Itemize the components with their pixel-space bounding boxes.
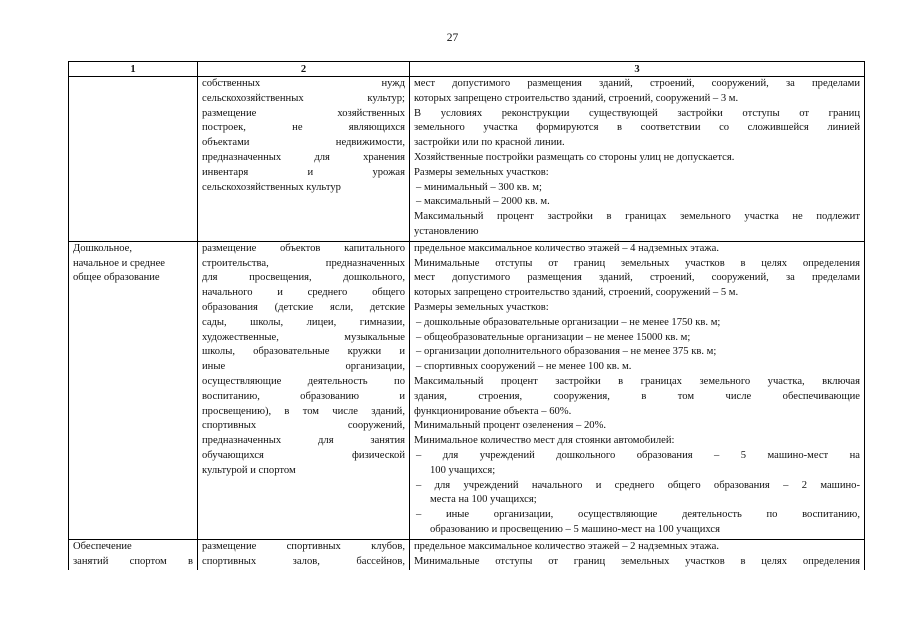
parameter-line: здания, строения, сооружения, в том числе обеспечивающие <box>414 390 860 402</box>
activity-type-cell <box>69 241 198 539</box>
parameters-cell <box>410 241 865 539</box>
parameter-line: Минимальное количество мест для стоянки автомобилей: <box>414 435 675 447</box>
description-line: размещение объектов капитального <box>202 242 405 254</box>
parameter-line: земельного участка формируются в соответствии со сложившейся линией <box>414 122 860 134</box>
activity-type-line: занятий спортом в <box>73 555 193 567</box>
activity-type-cell <box>69 77 198 242</box>
activity-type-line: Дошкольное, <box>73 242 133 254</box>
activity-type-line: общее образование <box>73 272 160 284</box>
parameter-line: – минимальный – 300 кв. м; <box>414 181 860 196</box>
description-line: размещение хозяйственных <box>202 107 405 119</box>
table-row <box>69 539 865 570</box>
header-col-2: 2 <box>198 62 410 77</box>
description-line: осуществляющие деятельность по <box>202 375 405 387</box>
parameter-line: Максимальный процент застройки в границах земельного участка, включая <box>414 375 860 387</box>
parameter-line: которых запрещено строительство зданий, строений, сооружений – 5 м. <box>414 287 739 299</box>
parameter-line: Максимальный процент застройки в границах земельного участка не подлежит <box>414 211 860 223</box>
parameter-line: образованию и просвещению – 5 машино-мест на 100 учащихся <box>430 523 720 535</box>
table-row <box>69 77 865 242</box>
description-line: построек, не являющихся <box>202 122 405 134</box>
header-col-1: 1 <box>69 62 198 77</box>
parameter-line: Минимальный процент озеленения – 20%. <box>414 420 607 432</box>
parameters-cell <box>410 539 865 570</box>
parameter-line: 100 учащихся; <box>430 464 496 476</box>
activity-type-line: начальное и среднее <box>73 257 165 269</box>
parameter-line: – иные организации, осуществляющие деятельность по воспитанию, <box>414 508 860 523</box>
table-row <box>69 241 865 539</box>
parameter-line: мест допустимого размещения зданий, строений, сооружений, за пределами <box>414 78 860 89</box>
description-line: предназначенных для занятия <box>202 435 405 447</box>
table-header-row <box>69 62 865 77</box>
description-line: спортивных залов, бассейнов, <box>202 555 405 567</box>
description-line: спортивных сооружений, <box>202 420 405 432</box>
parameter-line: установлению <box>414 225 479 237</box>
description-cell <box>198 241 410 539</box>
parameter-line: предельное максимальное количество этажей – 4 надземных этажа. <box>414 242 719 254</box>
description-line: собственных нужд <box>202 78 405 89</box>
description-line: для просвещения, дошкольного, <box>202 272 405 284</box>
parameter-line: Размеры земельных участков: <box>414 166 549 178</box>
description-line: объектами недвижимости, <box>202 137 405 149</box>
description-line: размещение спортивных клубов, <box>202 540 405 552</box>
description-line: сады, школы, лицеи, гимназии, <box>202 316 405 328</box>
parameter-line: – дошкольные образовательные организации – не менее 1750 кв. м; <box>414 316 860 331</box>
description-line: культурой и спортом <box>202 464 296 476</box>
parameter-line: застройки или по красной линии. <box>414 137 565 149</box>
parameter-line: мест допустимого размещения зданий, строений, сооружений, за пределами <box>414 272 860 284</box>
parameter-line: Минимальные отступы от границ земельных участков в целях определения <box>414 555 860 567</box>
description-line: сельскохозяйственных культур <box>202 181 341 193</box>
description-cell <box>198 77 410 242</box>
parameter-line: – максимальный – 2000 кв. м. <box>414 195 860 210</box>
header-col-3: 3 <box>410 62 865 77</box>
activity-type-cell <box>69 539 198 570</box>
description-line: образования (детские ясли, детские <box>202 301 405 313</box>
description-line: художественные, музыкальные <box>202 331 405 343</box>
parameter-line: – организации дополнительного образования – не менее 375 кв. м; <box>414 345 860 360</box>
description-line: воспитанию, образованию и <box>202 390 405 402</box>
parameter-line: места на 100 учащихся; <box>430 494 537 506</box>
description-cell <box>198 539 410 570</box>
description-line: иные организации, <box>202 361 405 373</box>
description-line: просвещению), в том числе зданий, <box>202 405 405 417</box>
parameter-line: предельное максимальное количество этажей – 2 надземных этажа. <box>414 540 719 552</box>
description-line: сельскохозяйственных культур; <box>202 92 405 104</box>
parameter-line: – для учреждений начального и среднего общего образования – 2 машино- <box>414 479 860 494</box>
page-number: 27 <box>446 32 459 44</box>
description-line: строительства, предназначенных <box>202 257 405 269</box>
parameter-line: – общеобразовательные организации – не менее 15000 кв. м; <box>414 331 860 346</box>
activity-type-line: Обеспечение <box>73 540 132 552</box>
parameter-line: В условиях реконструкции существующей застройки отступы от границ <box>414 107 860 119</box>
regulations-table <box>68 61 865 570</box>
parameter-line: Хозяйственные постройки размещать со стороны улиц не допускается. <box>414 151 735 163</box>
description-line: школы, образовательные кружки и <box>202 346 405 358</box>
description-line: инвентаря и урожая <box>202 166 405 178</box>
parameter-line: функционирование объекта – 60%. <box>414 405 572 417</box>
parameter-line: – спортивных сооружений – не менее 100 кв. м. <box>414 360 860 375</box>
description-line: предназначенных для хранения <box>202 151 405 163</box>
description-line: обучающихся физической <box>202 449 405 461</box>
parameters-cell <box>410 77 865 242</box>
parameter-line: – для учреждений дошкольного образования – 5 машино-мест на <box>414 449 860 464</box>
parameter-line: Размеры земельных участков: <box>414 301 549 313</box>
parameter-line: которых запрещено строительство зданий, строений, сооружений – 3 м. <box>414 92 739 104</box>
parameter-line: Минимальные отступы от границ земельных участков в целях определения <box>414 257 860 269</box>
description-line: начального и среднего общего <box>202 287 405 299</box>
